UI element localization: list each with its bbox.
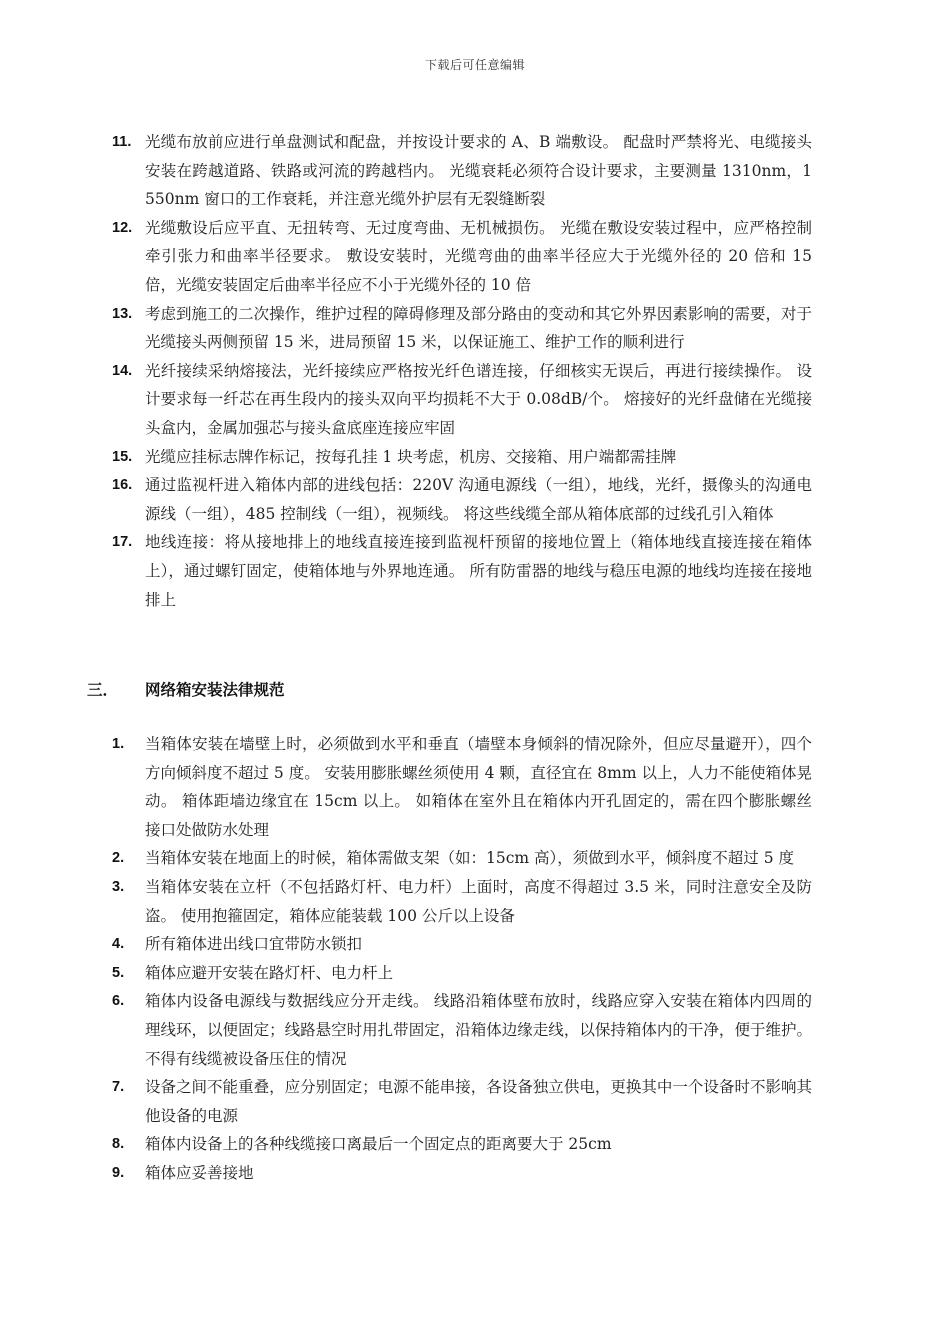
list-item [112,128,812,214]
list-item-text: 当箱体安装在地面上的时候，箱体需做支架（如：15cm 高），须做到水平，倾斜度不超过 5 度 [145,849,794,868]
list-item-text: 所有箱体进出线口宜带防水锁扣 [145,935,363,954]
list-item-text: 光缆布放前应进行单盘测试和配盘，并按设计要求的 A、B 端敷设。 配盘时严禁将光、电缆接头安装在跨越道路、铁路或河流的跨越档内。 光缆衰耗必须符合设计要求，主要测量 1310nm，1550nm 窗口的工作衰耗，并注意光缆外护层有无裂缝断裂 [145,133,812,209]
list-item [112,930,812,959]
list-item-text: 箱体内设备上的各种线缆接口离最后一个固定点的距离要大于 25cm [145,1135,612,1154]
list-item [112,1130,812,1159]
list-item [112,959,812,988]
list-item [112,528,812,614]
section-heading [87,678,285,700]
list-item-number: 5. [112,964,125,981]
list-item-number: 13. [112,305,133,322]
list-item-text: 光纤接续采纳熔接法，光纤接续应严格按光纤色谱连接，仔细核实无误后，再进行接续操作。 设计要求每一纤芯在再生段内的接头双向平均损耗不大于 0.08dB/个。 熔接好的光纤盘储在光缆接头盒内，金属加强芯与接头盒底座连接应牢固 [145,361,812,437]
list-item-text: 设备之间不能重叠，应分别固定；电源不能串接，各设备独立供电，更换其中一个设备时不影响其他设备的电源 [145,1078,812,1125]
section-title: 网络箱安装法律规范 [145,682,285,699]
list-item-text: 地线连接：将从接地排上的地线直接连接到监视杆预留的接地位置上（箱体地线直接连接在箱体上），通过螺钉固定，使箱体地与外界地连通。 所有防雷器的地线与稳压电源的地线均连接在接地排上 [145,533,812,609]
list-item-number: 12. [112,219,133,236]
list-item [112,443,812,472]
list-item [112,357,812,443]
list-item-text: 考虑到施工的二次操作，维护过程的障碍修理及部分路由的变动和其它外界因素影响的需要，对于光缆接头两侧预留 15 米，进局预留 15 米，以保证施工、维护工作的顺利进行 [145,304,812,352]
list-item-number: 7. [112,1079,125,1096]
list-item-text: 箱体应避开安装在路灯杆、电力杆上 [145,963,394,982]
list-item [112,471,812,528]
list-item-number: 15. [112,448,133,465]
numbered-list-network-box [112,730,812,1188]
list-item [112,300,812,357]
list-item [112,1159,812,1188]
list-item-text: 光缆敷设后应平直、无扭转弯、无过度弯曲、无机械损伤。 光缆在敷设安装过程中，应严格控制牵引张力和曲率半径要求。 敷设安装时，光缆弯曲的曲率半径应大于光缆外径的 20 倍和 15 倍，光缆安装固定后曲率半径应不小于光缆外径的 10 倍 [145,218,812,294]
list-item-number: 9. [112,1164,125,1181]
list-item-number: 17. [112,534,133,551]
list-item-text: 当箱体安装在立杆（不包括路灯杆、电力杆）上面时，高度不得超过 3.5 米，同时注意安全及防盗。 使用抱箍固定，箱体应能装载 100 公斤以上设备 [145,877,812,925]
list-item [112,1073,812,1130]
list-item-number: 11. [112,134,132,150]
list-item-number: 16. [112,477,133,494]
list-item [112,987,812,1073]
list-item-number: 1. [112,736,125,752]
list-item-text: 光缆应挂标志牌作标记，按每孔挂 1 块考虑，机房、交接箱、用户端都需挂牌 [145,447,677,466]
list-item [112,873,812,930]
list-item-number: 3. [112,878,125,895]
section-number: 三． [87,682,119,699]
list-item-number: 8. [112,1136,125,1153]
list-item-number: 14. [112,362,133,379]
list-item [112,730,812,844]
list-item-number: 4. [112,936,125,953]
list-item-number: 2. [112,850,125,867]
list-item-text: 箱体内设备电源线与数据线应分开走线。 线路沿箱体壁布放时，线路应穿入安装在箱体内四周的理线环，以便固定；线路悬空时用扎带固定，沿箱体边缘走线，以保持箱体内的干净，便于维护。 不得有线缆被设备压住的情况 [145,992,812,1068]
numbered-list-fiber-cable [112,128,812,614]
list-item-number: 6. [112,993,125,1010]
page-header-note: 下载后可任意编辑 [424,58,525,72]
list-item-text: 箱体应妥善接地 [145,1163,254,1182]
list-item-text: 当箱体安装在墙壁上时，必须做到水平和垂直（墙壁本身倾斜的情况除外，但应尽量避开），四个方向倾斜度不超过 5 度。 安装用膨胀螺丝须使用 4 颗，直径宜在 8mm 以上，人力不能使箱体晃动。 箱体距墙边缘宜在 15cm 以上。 如箱体在室外且在箱体内开孔固定的，需在四个膨胀螺丝接口处做防水处理 [145,735,812,839]
list-item [112,844,812,873]
list-item [112,214,812,300]
list-item-text: 通过监视杆进入箱体内部的进线包括：220V 沟通电源线（一组），地线，光纤，摄像头的沟通电源线（一组），485 控制线（一组），视频线。 将这些线缆全部从箱体底部的过线孔引入箱体 [145,476,812,523]
